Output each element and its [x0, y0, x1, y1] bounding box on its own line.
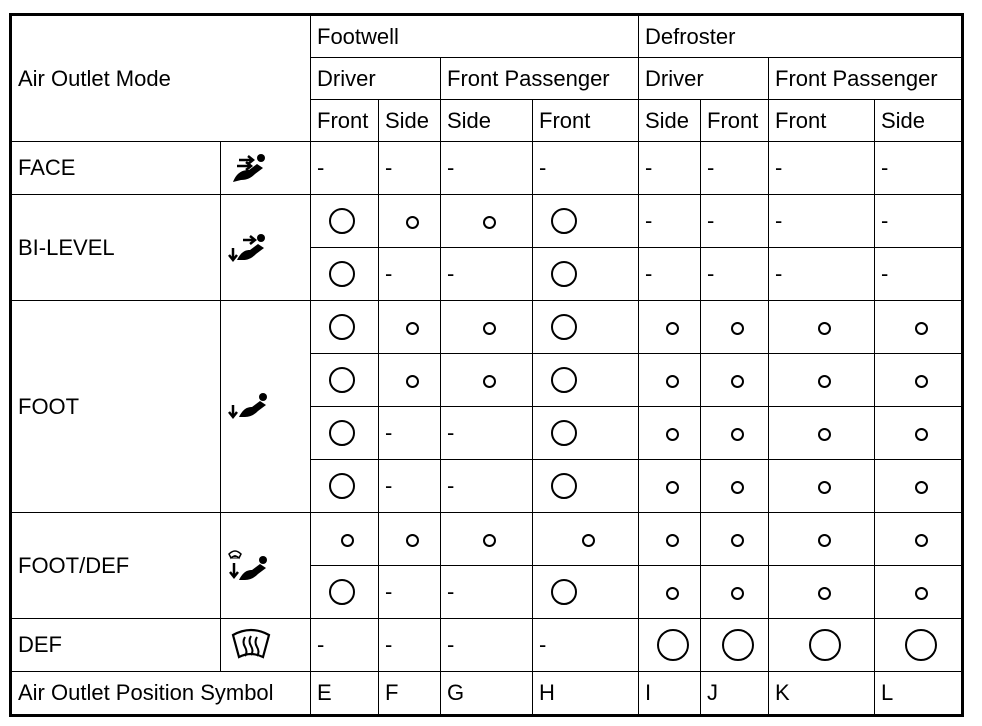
large-airflow-circle [329, 314, 355, 340]
small-airflow-circle [582, 534, 595, 547]
small-airflow-circle [341, 534, 354, 547]
outlet-cell-i [639, 566, 701, 619]
not-used-dash: - [447, 632, 455, 657]
small-airflow-circle [666, 428, 679, 441]
large-airflow-circle [329, 473, 355, 499]
outlet-cell-i [639, 619, 701, 672]
outlet-cell-l [875, 619, 963, 672]
position-symbol-g: G [441, 672, 533, 716]
outlet-cell-h [533, 566, 639, 619]
outlet-cell-j [701, 301, 769, 354]
outlet-cell-l [875, 566, 963, 619]
large-airflow-circle [329, 579, 355, 605]
not-used-dash: - [447, 261, 455, 286]
bi-level-mode-icon [227, 230, 310, 266]
position-header-j: Front [701, 100, 769, 142]
outlet-cell-l [875, 142, 963, 195]
not-used-dash: - [775, 155, 783, 180]
large-airflow-circle [551, 314, 577, 340]
not-used-dash: - [447, 420, 455, 445]
small-airflow-circle [731, 481, 744, 494]
foot-mode-icon [227, 389, 310, 425]
outlet-cell-f [379, 354, 441, 407]
air-outlet-table-container [9, 13, 964, 717]
mode-name-cell: FOOT [11, 301, 221, 513]
outlet-cell-h [533, 301, 639, 354]
small-airflow-circle [818, 587, 831, 600]
outlet-cell-g [441, 354, 533, 407]
outlet-cell-h [533, 513, 639, 566]
outlet-cell-f [379, 460, 441, 513]
large-airflow-circle [551, 261, 577, 287]
outlet-cell-f [379, 195, 441, 248]
outlet-cell-k [769, 354, 875, 407]
small-airflow-circle [818, 375, 831, 388]
outlet-cell-j [701, 513, 769, 566]
mode-row [11, 142, 963, 195]
not-used-dash: - [645, 208, 653, 233]
outlet-cell-g [441, 513, 533, 566]
outlet-cell-f [379, 301, 441, 354]
small-airflow-circle [731, 375, 744, 388]
outlet-cell-e [311, 513, 379, 566]
outlet-cell-k [769, 566, 875, 619]
not-used-dash: - [317, 632, 325, 657]
outlet-cell-e [311, 354, 379, 407]
small-airflow-circle [483, 216, 496, 229]
small-airflow-circle [666, 322, 679, 335]
position-header-i: Side [639, 100, 701, 142]
position-symbol-e: E [311, 672, 379, 716]
small-airflow-circle [731, 322, 744, 335]
small-airflow-circle [915, 481, 928, 494]
outlet-cell-e [311, 301, 379, 354]
not-used-dash: - [881, 261, 889, 286]
defroster-group-header: Defroster [639, 15, 963, 58]
small-airflow-circle [406, 534, 419, 547]
small-airflow-circle [666, 587, 679, 600]
outlet-cell-l [875, 354, 963, 407]
large-airflow-circle [657, 629, 689, 661]
outlet-cell-e [311, 248, 379, 301]
mode-icon-cell [221, 195, 311, 301]
defroster-mode-icon [227, 627, 310, 663]
air-outlet-mode-header: Air Outlet Mode [11, 15, 311, 142]
outlet-cell-j [701, 566, 769, 619]
outlet-cell-k [769, 142, 875, 195]
mode-name-cell: FACE [11, 142, 221, 195]
position-header-h: Front [533, 100, 639, 142]
outlet-cell-j [701, 248, 769, 301]
outlet-cell-f [379, 513, 441, 566]
large-airflow-circle [551, 473, 577, 499]
outlet-cell-i [639, 142, 701, 195]
not-used-dash: - [539, 155, 547, 180]
mode-name-cell: DEF [11, 619, 221, 672]
outlet-cell-e [311, 407, 379, 460]
not-used-dash: - [881, 155, 889, 180]
outlet-cell-j [701, 354, 769, 407]
outlet-cell-j [701, 619, 769, 672]
not-used-dash: - [385, 155, 393, 180]
outlet-cell-g [441, 407, 533, 460]
large-airflow-circle [329, 261, 355, 287]
not-used-dash: - [775, 261, 783, 286]
outlet-cell-h [533, 248, 639, 301]
outlet-cell-e [311, 142, 379, 195]
outlet-cell-e [311, 195, 379, 248]
not-used-dash: - [645, 261, 653, 286]
outlet-cell-k [769, 619, 875, 672]
outlet-cell-k [769, 407, 875, 460]
small-airflow-circle [731, 534, 744, 547]
outlet-cell-h [533, 619, 639, 672]
small-airflow-circle [915, 322, 928, 335]
outlet-cell-i [639, 354, 701, 407]
outlet-cell-g [441, 195, 533, 248]
position-symbol-k: K [769, 672, 875, 716]
position-symbol-i: I [639, 672, 701, 716]
large-airflow-circle [551, 208, 577, 234]
outlet-cell-k [769, 460, 875, 513]
outlet-cell-g [441, 460, 533, 513]
not-used-dash: - [317, 155, 325, 180]
small-airflow-circle [915, 375, 928, 388]
small-airflow-circle [666, 534, 679, 547]
large-airflow-circle [551, 420, 577, 446]
footwell-front-passenger-header: Front Passenger [441, 58, 639, 100]
not-used-dash: - [447, 579, 455, 604]
not-used-dash: - [775, 208, 783, 233]
mode-icon-cell [221, 142, 311, 195]
outlet-cell-l [875, 195, 963, 248]
footwell-driver-header: Driver [311, 58, 441, 100]
outlet-cell-i [639, 301, 701, 354]
small-airflow-circle [915, 428, 928, 441]
position-symbol-j: J [701, 672, 769, 716]
small-airflow-circle [483, 534, 496, 547]
large-airflow-circle [329, 208, 355, 234]
outlet-cell-l [875, 407, 963, 460]
large-airflow-circle [905, 629, 937, 661]
defroster-front-passenger-header: Front Passenger [769, 58, 963, 100]
outlet-cell-l [875, 460, 963, 513]
not-used-dash: - [385, 632, 393, 657]
outlet-cell-j [701, 460, 769, 513]
position-header-f: Side [379, 100, 441, 142]
outlet-cell-i [639, 407, 701, 460]
small-airflow-circle [915, 587, 928, 600]
not-used-dash: - [539, 632, 547, 657]
not-used-dash: - [385, 420, 393, 445]
outlet-cell-g [441, 619, 533, 672]
small-airflow-circle [818, 428, 831, 441]
large-airflow-circle [809, 629, 841, 661]
mode-row [11, 301, 963, 354]
outlet-cell-f [379, 142, 441, 195]
mode-icon-cell [221, 301, 311, 513]
small-airflow-circle [731, 587, 744, 600]
outlet-cell-e [311, 566, 379, 619]
not-used-dash: - [385, 473, 393, 498]
face-mode-icon [227, 150, 310, 186]
outlet-cell-j [701, 142, 769, 195]
not-used-dash: - [385, 261, 393, 286]
outlet-cell-k [769, 513, 875, 566]
not-used-dash: - [385, 579, 393, 604]
outlet-cell-i [639, 248, 701, 301]
position-header-l: Side [875, 100, 963, 142]
outlet-cell-h [533, 460, 639, 513]
position-header-g: Side [441, 100, 533, 142]
not-used-dash: - [707, 155, 715, 180]
outlet-cell-f [379, 407, 441, 460]
footwell-group-header: Footwell [311, 15, 639, 58]
small-airflow-circle [483, 375, 496, 388]
small-airflow-circle [406, 216, 419, 229]
outlet-cell-h [533, 142, 639, 195]
small-airflow-circle [666, 375, 679, 388]
mode-name-cell: BI-LEVEL [11, 195, 221, 301]
large-airflow-circle [551, 367, 577, 393]
defroster-driver-header: Driver [639, 58, 769, 100]
outlet-cell-k [769, 301, 875, 354]
position-symbol-label: Air Outlet Position Symbol [11, 672, 311, 716]
mode-icon-cell [221, 619, 311, 672]
outlet-cell-h [533, 407, 639, 460]
not-used-dash: - [707, 261, 715, 286]
large-airflow-circle [551, 579, 577, 605]
outlet-cell-g [441, 301, 533, 354]
small-airflow-circle [406, 322, 419, 335]
outlet-cell-l [875, 513, 963, 566]
position-header-k: Front [769, 100, 875, 142]
outlet-cell-e [311, 619, 379, 672]
not-used-dash: - [645, 155, 653, 180]
outlet-cell-j [701, 195, 769, 248]
position-symbol-f: F [379, 672, 441, 716]
small-airflow-circle [483, 322, 496, 335]
mode-row [11, 195, 963, 248]
position-header-e: Front [311, 100, 379, 142]
outlet-cell-h [533, 354, 639, 407]
mode-row [11, 619, 963, 672]
small-airflow-circle [818, 322, 831, 335]
small-airflow-circle [818, 534, 831, 547]
small-airflow-circle [666, 481, 679, 494]
not-used-dash: - [447, 473, 455, 498]
not-used-dash: - [707, 208, 715, 233]
outlet-cell-f [379, 248, 441, 301]
outlet-cell-i [639, 513, 701, 566]
foot-def-mode-icon [227, 548, 310, 584]
position-symbol-l: L [875, 672, 963, 716]
outlet-cell-f [379, 619, 441, 672]
mode-name-cell: FOOT/DEF [11, 513, 221, 619]
not-used-dash: - [447, 155, 455, 180]
outlet-cell-f [379, 566, 441, 619]
mode-row [11, 513, 963, 566]
large-airflow-circle [329, 420, 355, 446]
outlet-cell-g [441, 142, 533, 195]
outlet-cell-l [875, 248, 963, 301]
outlet-cell-g [441, 566, 533, 619]
large-airflow-circle [722, 629, 754, 661]
outlet-cell-e [311, 460, 379, 513]
outlet-cell-k [769, 248, 875, 301]
position-symbol-row [11, 672, 963, 716]
small-airflow-circle [818, 481, 831, 494]
outlet-cell-j [701, 407, 769, 460]
outlet-cell-k [769, 195, 875, 248]
outlet-cell-i [639, 195, 701, 248]
small-airflow-circle [731, 428, 744, 441]
not-used-dash: - [881, 208, 889, 233]
mode-icon-cell [221, 513, 311, 619]
outlet-cell-l [875, 301, 963, 354]
air-outlet-mode-table [9, 13, 964, 717]
outlet-cell-h [533, 195, 639, 248]
outlet-cell-i [639, 460, 701, 513]
position-symbol-h: H [533, 672, 639, 716]
small-airflow-circle [915, 534, 928, 547]
small-airflow-circle [406, 375, 419, 388]
large-airflow-circle [329, 367, 355, 393]
outlet-cell-g [441, 248, 533, 301]
